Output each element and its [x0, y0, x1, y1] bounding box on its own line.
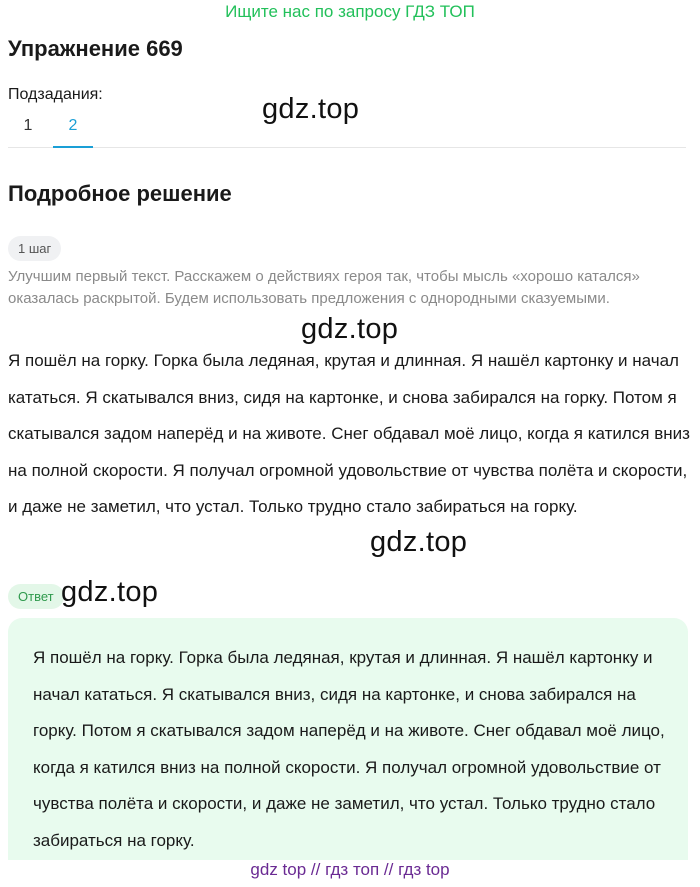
- subtasks-label: Подзадания:: [8, 86, 103, 103]
- exercise-title: Упражнение 669: [8, 36, 183, 61]
- watermark: gdz.top: [262, 93, 360, 125]
- top-banner[interactable]: Ищите нас по запросу ГДЗ ТОП: [225, 2, 475, 21]
- watermark: gdz.top: [370, 526, 468, 558]
- subtask-tab-1[interactable]: 1: [23, 117, 33, 134]
- footer-links[interactable]: gdz top // гдз топ // гдз top: [250, 860, 450, 879]
- solution-text: Я пошёл на горку. Горка была ледяная, крутая и длинная. Я нашёл картонку и начал кататься. Я скатывался вниз, сидя на картонке, и снова забирался на горку. Потом я скатывался задом наперёд и на животе. Снег обдавал моё лицо, когда я катился вниз на полной скорости. Я получал огромной удовольствие от чувства полёта и скорости, и даже не заметил, что устал. Только трудно стало забираться на горку.: [8, 351, 690, 516]
- watermark: gdz.top: [61, 576, 159, 608]
- watermark: gdz.top: [301, 313, 399, 345]
- step-hint: Улучшим первый текст. Расскажем о действиях героя так, чтобы мысль «хорошо катался» оказалась раскрытой. Будем использовать предложения с однородными сказуемыми.: [8, 268, 640, 307]
- answer-text: Я пошёл на горку. Горка была ледяная, крутая и длинная. Я нашёл картонку и начал кататься. Я скатывался вниз, сидя на картонке, и снова забирался на горку. Потом я скатывался задом наперёд и на животе. Снег обдавал моё лицо, когда я катился вниз на полной скорости. Я получал огромной удовольствие от чувства полёта и скорости, и даже не заметил, что устал. Только трудно стало забираться на горку.: [33, 648, 665, 850]
- subtask-tab-2[interactable]: 2: [53, 110, 93, 148]
- section-title: Подробное решение: [8, 181, 232, 206]
- step-badge: 1 шаг: [8, 236, 61, 261]
- answer-badge: Ответ: [8, 584, 64, 609]
